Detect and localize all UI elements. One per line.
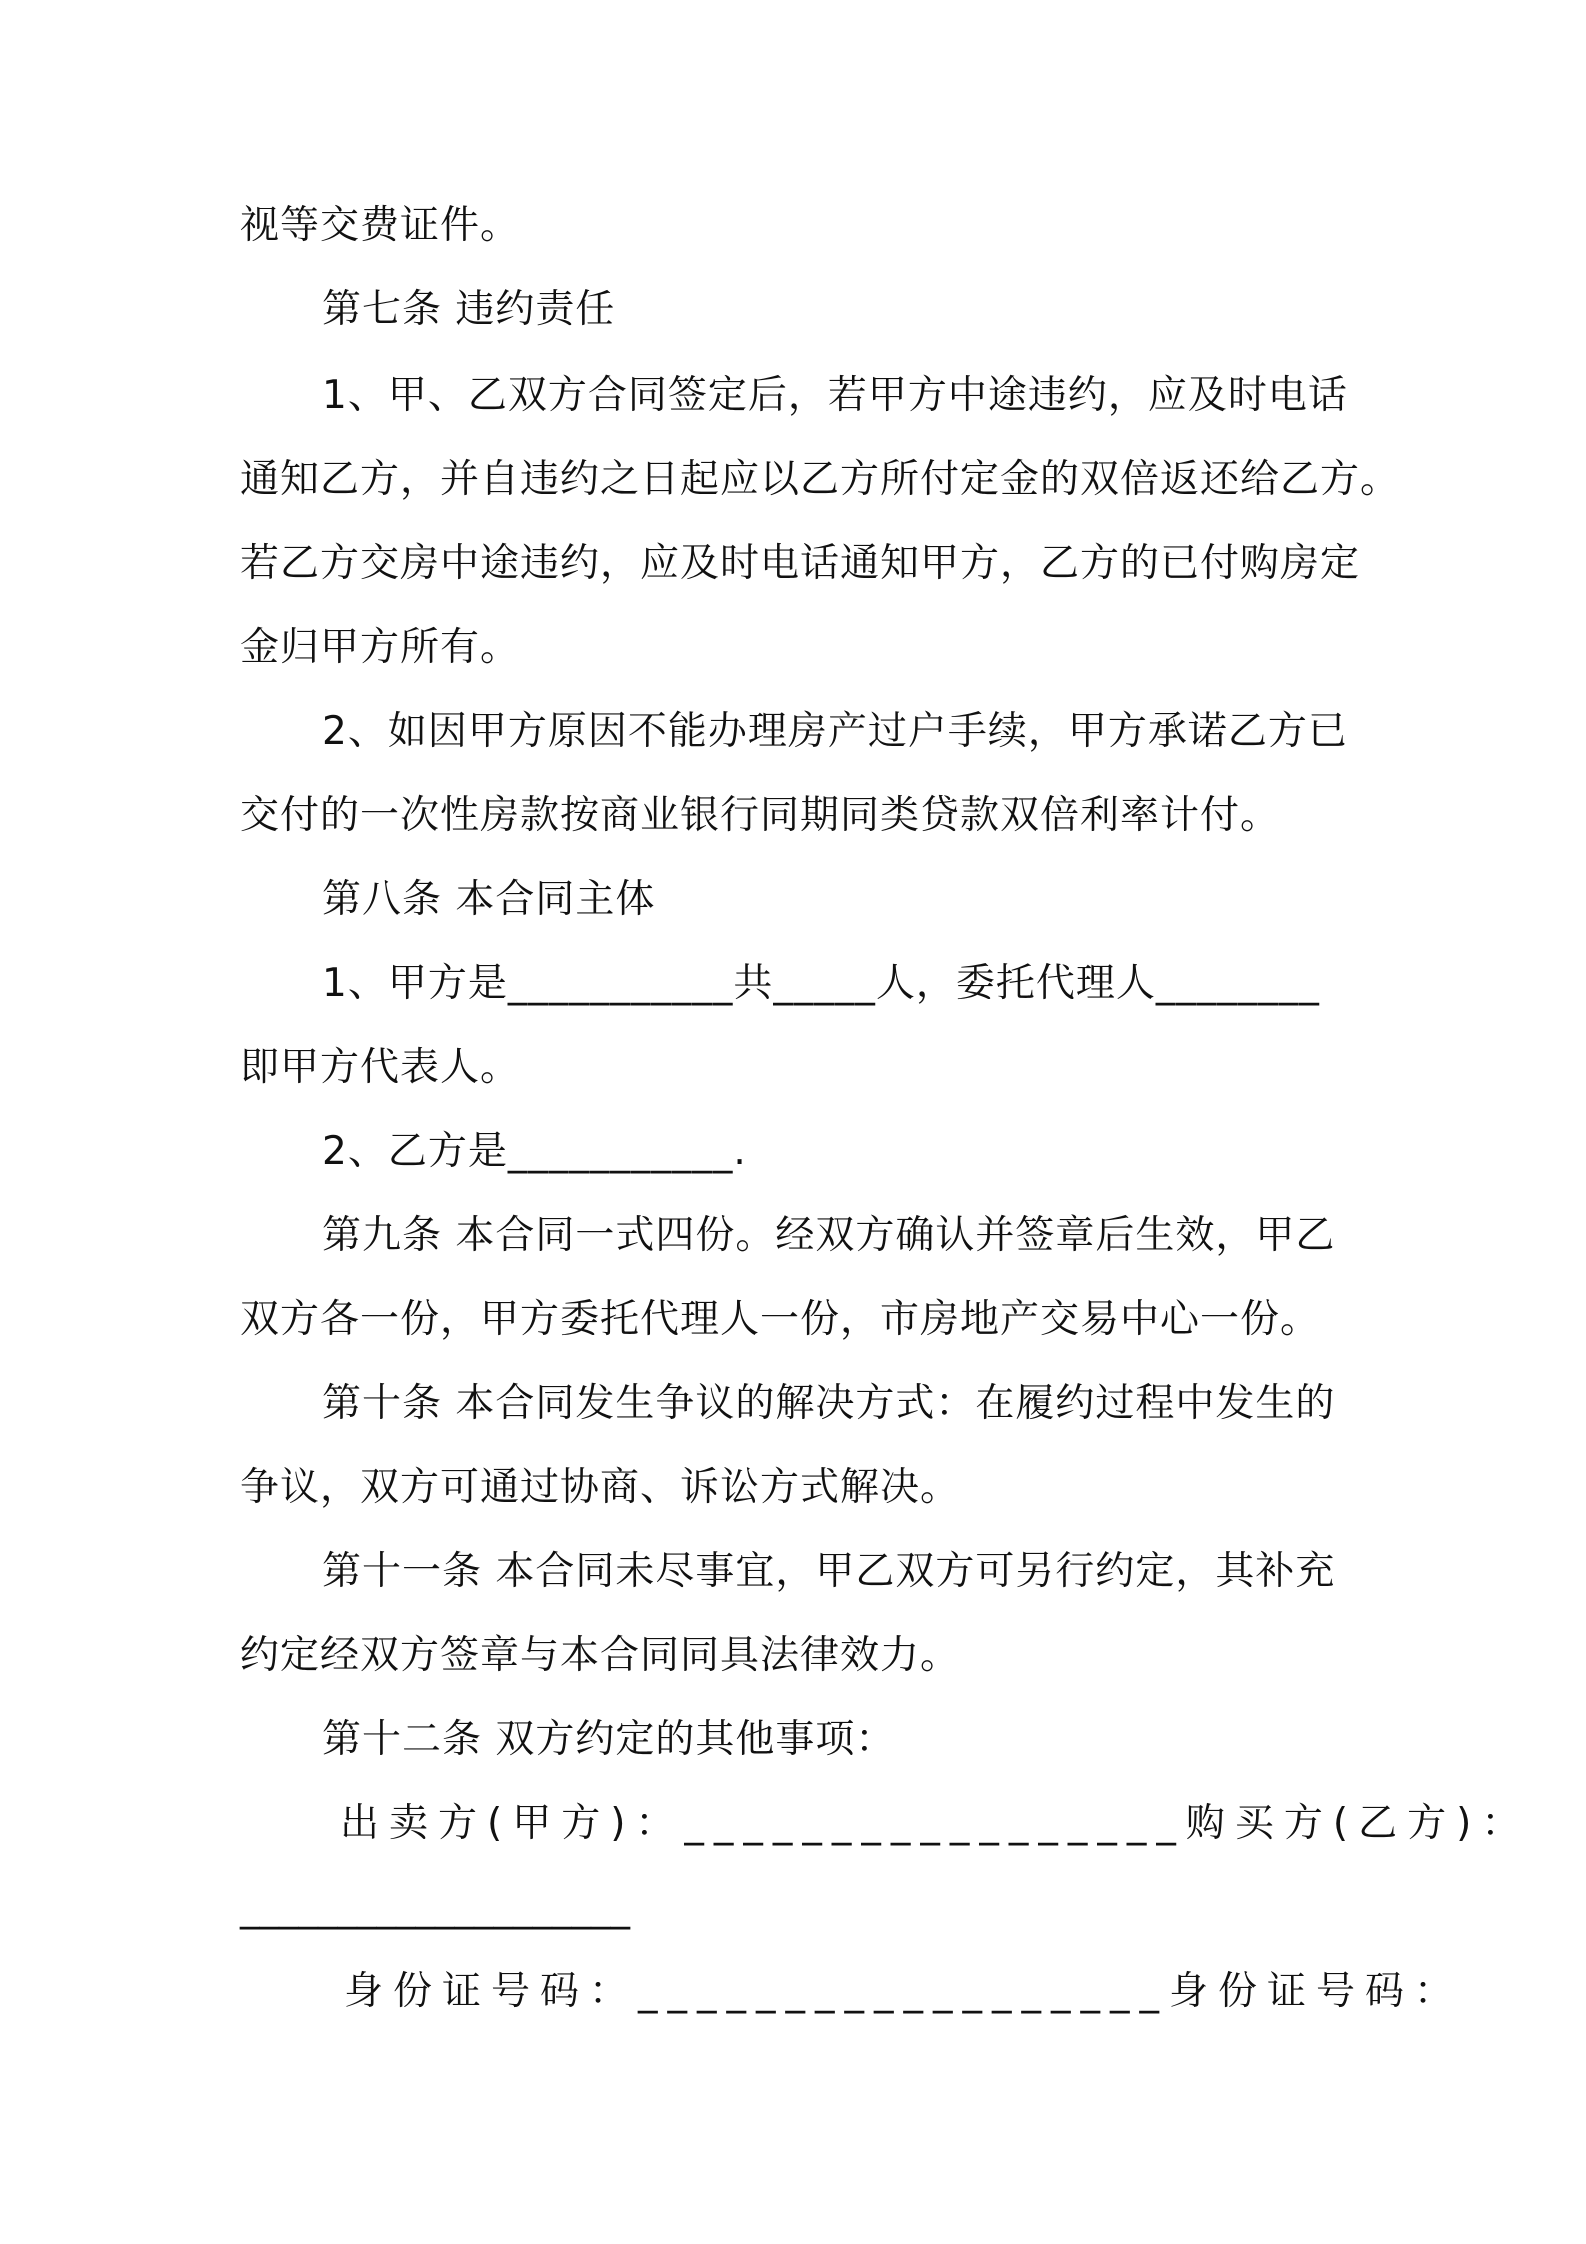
text-line-8: 交付的一次性房款按商业银行同期同类贷款双倍利率计付。 [240,793,1281,838]
text-line-7: 2、如因甲方原因不能办理房产过户手续，甲方承诺乙方已 [322,709,1348,754]
seller-signature-line: 出卖方(甲方)：_________________购买方(乙方)： [340,1801,1531,1846]
party-b-line: 2、乙方是___________. [322,1129,747,1174]
party-a-line: 1、甲方是___________共_____人，委托代理人________ [322,961,1320,1006]
article-11-line: 第十一条 本合同未尽事宜，甲乙双方可另行约定，其补充 [322,1549,1336,1594]
text-line-16: 争议，双方可通过协商、诉讼方式解决。 [240,1465,961,1510]
signature-continuation-line: ____________________ [240,1885,630,1930]
article-9-line: 第九条 本合同一式四份。经双方确认并签章后生效，甲乙 [322,1213,1336,1258]
text-line-6: 金归甲方所有。 [240,625,521,670]
text-line-11: 即甲方代表人。 [240,1045,521,1090]
text-line-18: 约定经双方签章与本合同同具法律效力。 [240,1633,961,1678]
text-line-14: 双方各一份，甲方委托代理人一份，市房地产交易中心一份。 [240,1297,1321,1342]
article-12-heading: 第十二条 双方约定的其他事项： [322,1717,896,1762]
text-line-5: 若乙方交房中途违约，应及时电话通知甲方，乙方的已付购房定 [240,541,1361,586]
text-line-4: 通知乙方，并自违约之日起应以乙方所付定金的双倍返还给乙方。 [240,457,1401,502]
article-7-heading: 第七条 违约责任 [322,287,616,332]
id-number-line: 身份证号码：__________________身份证号码： [344,1969,1464,2014]
text-line-1: 视等交费证件。 [240,203,521,248]
article-10-line: 第十条 本合同发生争议的解决方式：在履约过程中发生的 [322,1381,1336,1426]
text-line-3: 1、甲、乙双方合同签定后，若甲方中途违约，应及时电话 [322,373,1348,418]
article-8-heading: 第八条 本合同主体 [322,877,656,922]
